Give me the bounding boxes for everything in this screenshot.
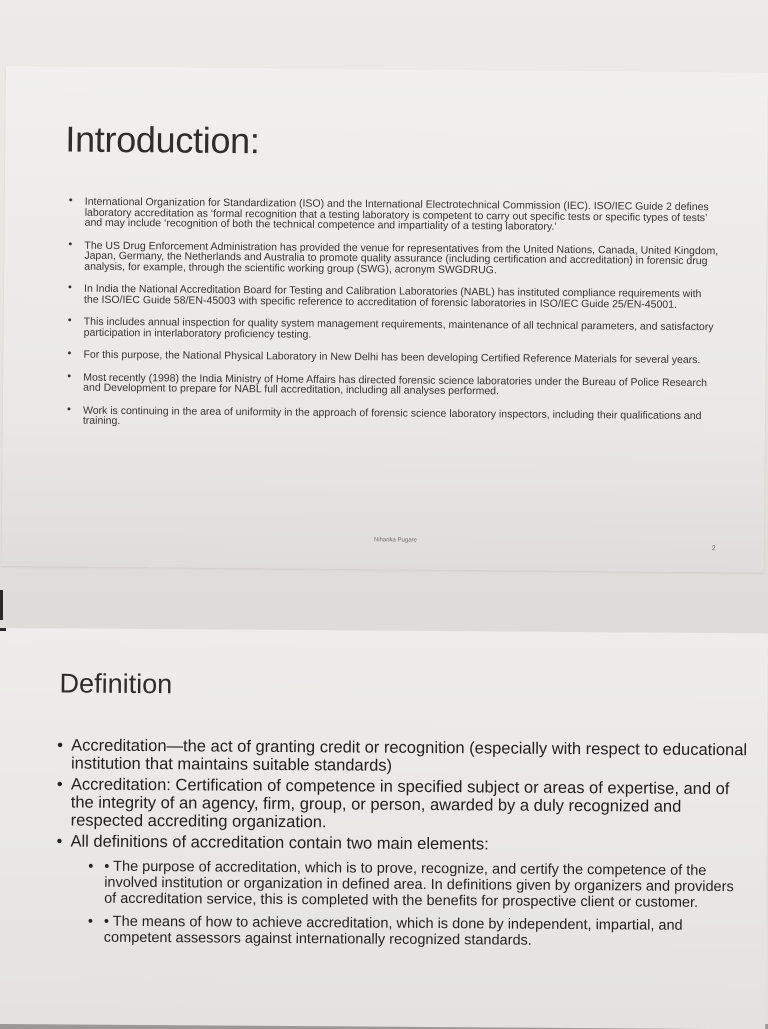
bullet-item-text: All definitions of accreditation contain two main elements:	[70, 832, 489, 854]
sub-bullet-list	[70, 858, 747, 950]
binding-edge-mark	[0, 628, 6, 631]
bullet-item: • For this purpose, the National Physical Laboratory in New Delhi has been developing Certified Reference Materials for several years.	[67, 350, 717, 366]
bullet-item: • The US Drug Enforcement Administration has provided the venue for representatives from the United Nations, Canada, United Kingdom, Japan, Germany, the Netherlands and Australia to promote quality assurance (including certification and accreditation) in forensic drug analysis, for example, through the scientific working group (SWG), acronym SWGDRUG.	[68, 240, 718, 277]
bullet-list	[67, 197, 719, 444]
slide-introduction	[2, 66, 768, 573]
bullet-list	[56, 736, 747, 957]
slide-title: Definition	[59, 668, 173, 700]
bullet-item: • International Organization for Standardization (ISO) and the International Electrotechnical Commission (IEC). ISO/IEC Guide 2 defines laboratory accreditation as ‘formal recognition that a testing laboratory is competent to carry out specific tests or specific types of tests’ and may include ‘recognition of both the technical competence and impartiality of a testing laboratory.’	[69, 197, 719, 234]
binding-edge-mark	[0, 590, 3, 620]
bullet-item: • Accreditation: Certification of competence in specified subject or areas of expertise, and of the integrity of an agency, firm, group, or person, awarded by a duly recognized and respected accrediting organization.	[57, 775, 747, 834]
bullet-item: • This includes annual inspection for quality system management requirements, maintenance of all technical parameters, and satisfactory participation in interlaboratory proficiency testing.	[68, 317, 718, 344]
sub-bullet-item: • • The means of how to achieve accreditation, which is done by independent, impartial, and competent assessors against internationally recognized standards.	[70, 913, 746, 950]
bullet-item: • Accreditation—the act of granting credit or recognition (especially with respect to educational institution that maintains suitable standards)	[57, 736, 747, 777]
bullet-item: • Work is continuing in the area of uniformity in the approach of forensic science laboratory inspectors, including their qualifications and training.	[67, 405, 717, 432]
bullet-item: • In India the National Accreditation Board for Testing and Calibration Laboratories (NABL) has instituted compliance requirements with the ISO/IEC Guide 58/EN-45003 with specific reference to accreditation of forensic laboratories in ISO/IEC Guide 25/EN-45001.	[68, 284, 718, 311]
slide-page-number: 2	[711, 545, 716, 553]
sub-bullet-item: • • The purpose of accreditation, which is to prove, recognize, and certify the competence of the involved institution or organization in defined area. In definitions given by organizers and providers of accreditation service, this is completed with the benefits for prospective client or customer.	[70, 858, 746, 911]
bullet-item: • Most recently (1998) the India Ministry of Home Affairs has directed forensic science laboratories under the Bureau of Police Research and Development to prepare for NABL full accreditation, including all analyses performed.	[67, 372, 717, 399]
bullet-item	[56, 832, 747, 950]
slide-definition	[0, 628, 768, 1029]
slide-title: Introduction:	[65, 118, 260, 162]
slide-footer-author: Niharika Pugare	[373, 537, 417, 544]
